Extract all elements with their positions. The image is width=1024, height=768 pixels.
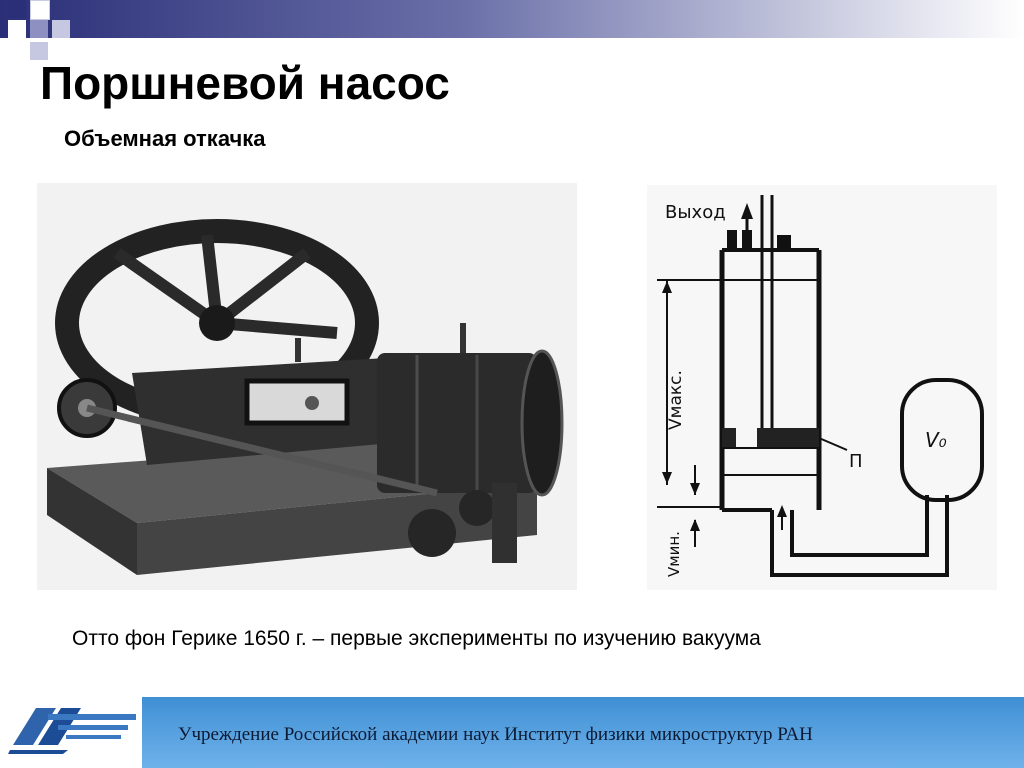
- pump-schematic-diagram: [647, 185, 997, 590]
- piston-label: П: [849, 451, 863, 472]
- piston-pump-illustration: [37, 183, 577, 590]
- slide-title: Поршневой насос: [40, 57, 450, 109]
- slide-caption: Отто фон Герике 1650 г. – первые эксперименты по изучению вакуума: [72, 627, 761, 650]
- vmax-label: Vмакс.: [666, 370, 686, 430]
- outlet-label: Выход: [665, 202, 726, 223]
- vmin-label: Vмин.: [665, 531, 683, 577]
- footer-institution-text: Учреждение Российской академии наук Институт физики микроструктур РАН: [178, 724, 813, 745]
- footer-band: [142, 697, 1024, 768]
- institute-logo: [8, 700, 138, 755]
- header-decoration-bar: [0, 0, 1024, 38]
- volume-label: V₀: [925, 428, 947, 452]
- slide-subtitle: Объемная откачка: [64, 126, 266, 151]
